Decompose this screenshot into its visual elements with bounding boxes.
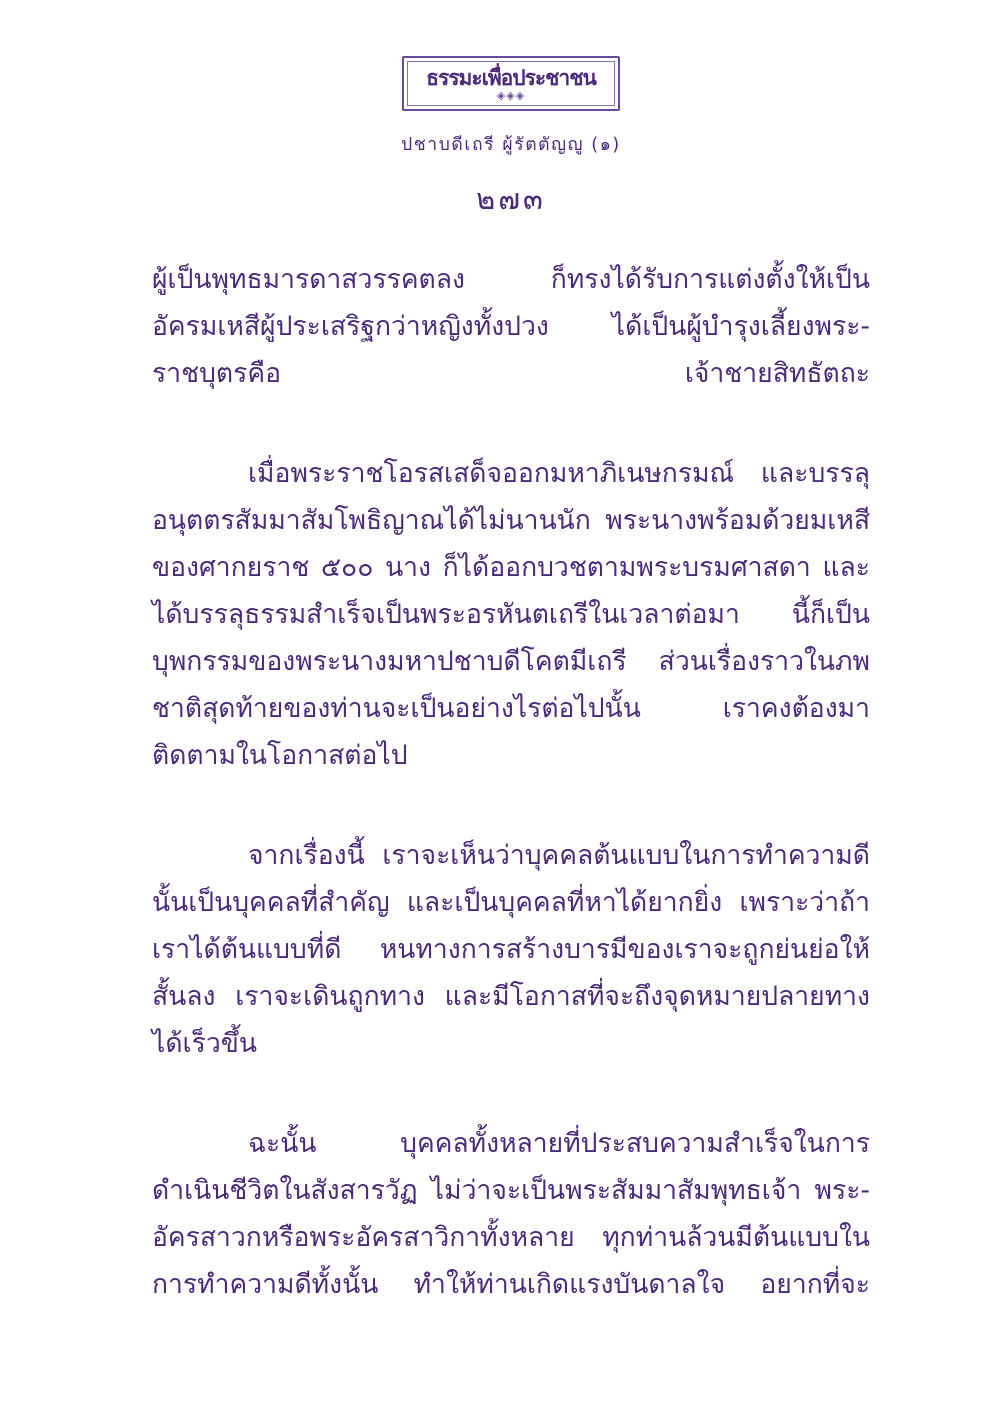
page-number: ๒๗๓	[476, 182, 546, 217]
paragraph: เมื่อพระราชโอรสเสด็จออกมหาภิเนษกรมณ์ และบรรลุอนุตตรสัมมาสัมโพธิญาณได้ไม่นานนัก พระนางพร้อมด้วยมเหสีของศากยราช ๕๐๐ นาง ก็ได้ออกบวชตามพระบรมศาสดา และได้บรรลุธรรมสำเร็จเป็นพระอรหันตเถรีในเวลาต่อมา นี้ก็เป็นบุพกรรมของพระนางมหาปชาบดีโคตมีเถรี ส่วนเรื่องราวในภพชาติสุดท้ายของท่านจะเป็นอย่างไรต่อไปนั้น เราคงต้องมาติดตามในโอกาสต่อไป	[152, 458, 870, 772]
paragraph: ฉะนั้น บุคคลทั้งหลายที่ประสบความสำเร็จในการดำเนินชีวิตในสังสารวัฏ ไม่ว่าจะเป็นพระสัมมาสัมพุทธเจ้า พระ-อัครสาวกหรือพระอัครสาวิกาทั้งหลาย ทุกท่านล้วนมีต้นแบบในการทำความดีทั้งนั้น ทำให้ท่านเกิดแรงบันดาลใจ อยากที่จะ	[152, 1128, 870, 1301]
floral-ornament-icon: ◈◈◈	[496, 90, 526, 103]
running-head: ปชาบดีเถรี ผู้รัตตัญญู (๑)	[401, 135, 621, 156]
book-series-logo	[402, 56, 620, 111]
paragraph: ผู้เป็นพุทธมารดาสวรรคตลง ก็ทรงได้รับการแต่งตั้งให้เป็นอัครมเหสีผู้ประเสริฐกว่าหญิงทั้งปวง ได้เป็นผู้บำรุงเลี้ยงพระ-ราชบุตรคือ เจ้าชายสิทธัตถะ	[152, 264, 870, 390]
paragraph: จากเรื่องนี้ เราจะเห็นว่าบุคคลต้นแบบในการทำความดีนั้นเป็นบุคคลที่สำคัญ และเป็นบุคคลที่หาได้ยากยิ่ง เพราะว่าถ้าเราได้ต้นแบบที่ดี หนทางการสร้างบารมีของเราจะถูกย่นย่อให้สั้นลง เราจะเดินถูกทาง และมีโอกาสที่จะถึงจุดหมายปลายทางได้เร็วขึ้น	[152, 840, 870, 1060]
page-header	[152, 56, 870, 222]
logo-title: ธรรมะเพื่อประชาชน	[426, 66, 596, 90]
logo-inner-frame	[407, 61, 615, 106]
body-text	[152, 256, 870, 1355]
